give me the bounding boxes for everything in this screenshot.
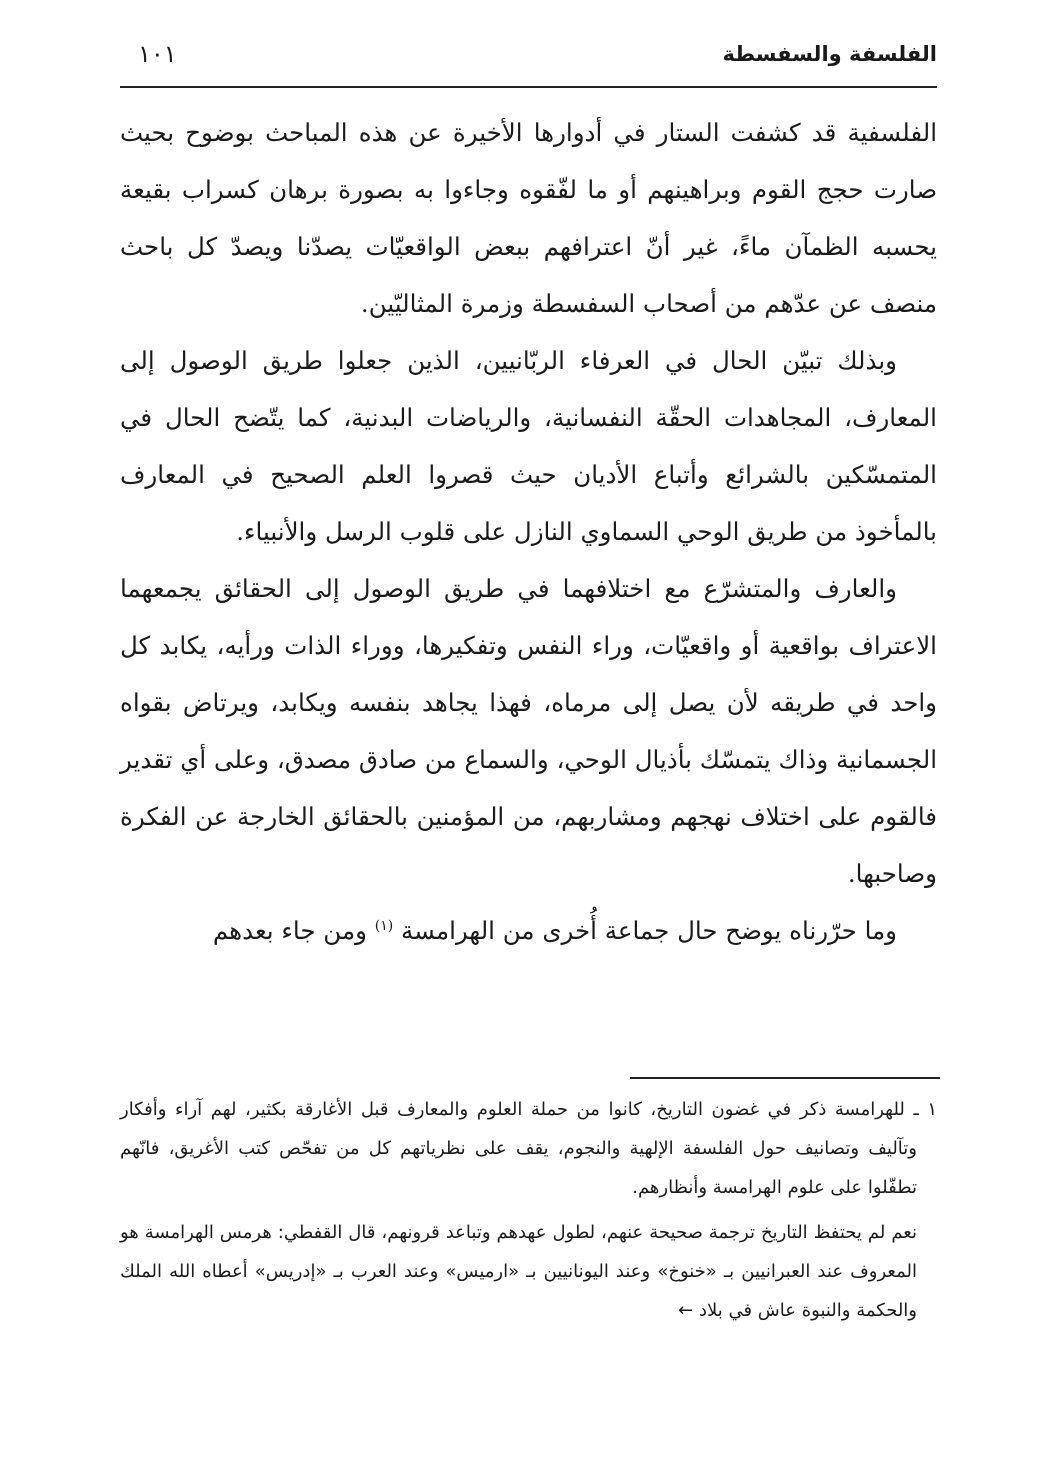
paragraph-4-text-end: ومن جاء بعدهم bbox=[212, 916, 367, 945]
page-number: ١٠١ bbox=[138, 40, 177, 68]
page-header bbox=[120, 38, 937, 84]
main-text bbox=[120, 104, 937, 959]
header-divider bbox=[120, 86, 937, 88]
running-title: الفلسفة والسفسطة bbox=[722, 42, 937, 66]
paragraph-4 bbox=[120, 902, 937, 959]
footnote-1: ١ ـ للهرامسة ذكر في غضون التاريخ، كانوا من حملة العلوم والمعارف قبل الأغارقة بكثير، لهم آراء وأفكار وتآليف وتصانيف حول الفلسفة الإلهية والنجوم، يقف على نظرياتهم كل من تفحّص كتب الأغريق، فانّهم تطفّلوا على علوم الهرامسة وأنظارهم. bbox=[120, 1099, 937, 1198]
paragraph-1: الفلسفية قد كشفت الستار في أدوارها الأخيرة عن هذه المباحث بوضوح بحيث صارت حجج القوم وبراهينهم أو ما لفّقوه وجاءوا به بصورة برهان كسراب بقيعة يحسبه الظمآن ماءً، غير أنّ اعترافهم ببعض الواقعيّات يصدّنا ويصدّ كل باحث منصف عن عدّهم من أصحاب السفسطة وزمرة المثاليّين. bbox=[120, 118, 938, 318]
paragraph-3: والعارف والمتشرّع مع اختلافهما في طريق الوصول إلى الحقائق يجمعهما الاعتراف بواقعية أو واقعيّات، وراء النفس وتفكيرها، ووراء الذات ورأيه، يكابد كل واحد في طريقه لأن يصل إلى مرماه، فهذا يجاهد بنفسه ويكابد، ويرتاض بقواه الجسمانية وذاك يتمسّك بأذيال الوحي، والسماع من صادق مصدق، وعلى أي تقدير فالقوم على اختلاف نهجهم ومشاربهم، من المؤمنين بالحقائق الخارجة عن الفكرة وصاحبها. bbox=[120, 574, 937, 888]
footnotes bbox=[120, 1090, 937, 1330]
footnote-divider bbox=[630, 1077, 940, 1079]
footnote-1-continued: نعم لم يحتفظ التاريخ ترجمة صحيحة عنهم، لطول عهدهم وتباعد قرونهم، قال القفطي: هرمس الهرامسة هو المعروف عند العبرانيين بـ «خنوخ» وعند اليونانيين بـ «ارميس» وعند العرب بـ «إدريس» أعطاه الله الملك والحكمة والنبوة عاش في بلاد ← bbox=[120, 1222, 917, 1321]
footnote-reference: (١) bbox=[374, 917, 394, 934]
paragraph-4-text-start: وما حرّرناه يوضح حال جماعة أُخرى من الهرامسة bbox=[400, 916, 897, 945]
paragraph-2: وبذلك تبيّن الحال في العرفاء الربّانيين، الذين جعلوا طريق الوصول إلى المعارف، المجاهدات الحقّة النفسانية، والرياضات البدنية، كما يتّضح الحال في المتمسّكين بالشرائع وأتباع الأديان حيث قصروا العلم الصحيح في المعارف بالمأخوذ من طريق الوحي السماوي النازل على قلوب الرسل والأنبياء. bbox=[120, 346, 937, 546]
